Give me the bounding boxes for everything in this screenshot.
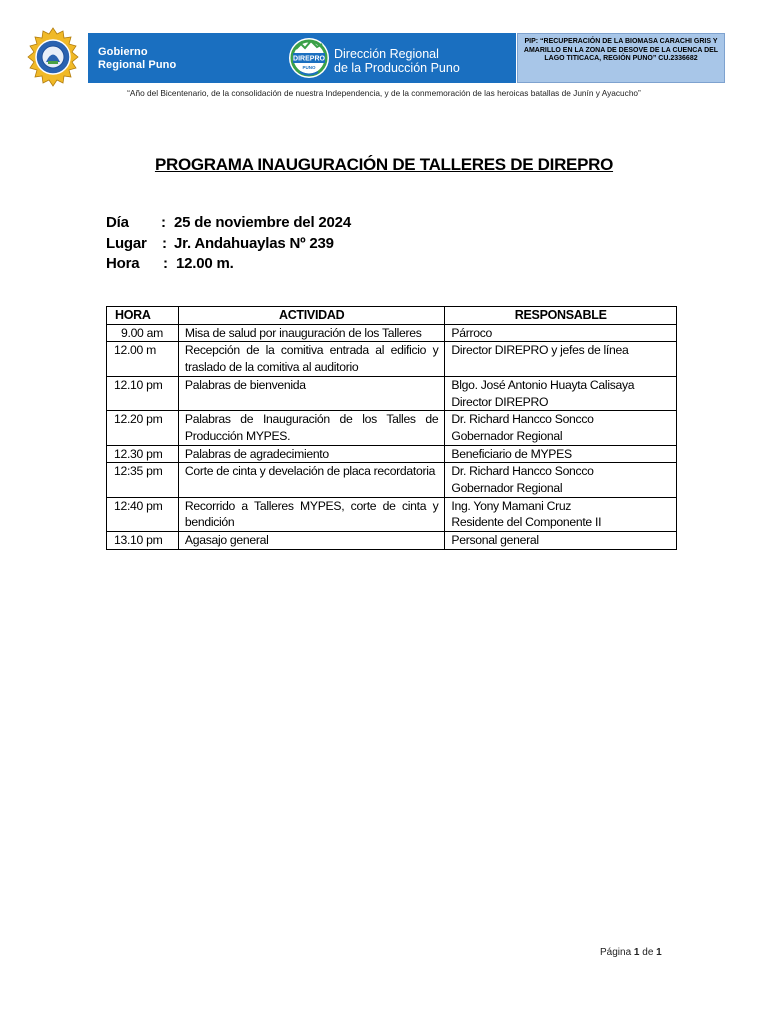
table-row: [107, 497, 677, 531]
table-row: [107, 532, 677, 550]
row-responsable: [445, 532, 677, 550]
regional-seal-icon: [26, 27, 80, 87]
responsable-line-2: Director DIREPRO: [451, 394, 549, 409]
responsable-line-1: Blgo. José Antonio Huayta Calisaya: [451, 377, 635, 392]
responsable-line-1: Director DIREPRO y jefes de línea: [451, 343, 629, 358]
document-header: [0, 0, 768, 110]
header-actividad: ACTIVIDAD: [178, 307, 444, 325]
page-number: [600, 947, 662, 958]
direccion-line-2: de la Producción Puno: [334, 61, 460, 75]
responsable-line-2: Gobernador Regional: [451, 481, 563, 496]
hora-label: Hora: [106, 255, 140, 272]
lugar-separator: :: [162, 234, 167, 252]
hora-value: 12.00 m.: [176, 255, 234, 272]
row-responsable: [445, 445, 677, 463]
responsable-line-1: Dr. Richard Hancco Soncco: [451, 412, 594, 427]
responsable-line-2: Residente del Componente II: [451, 515, 602, 530]
gobierno-line-2: Regional Puno: [98, 59, 177, 71]
responsable-line-1: Ing. Yony Mamani Cruz: [451, 498, 572, 513]
dia-label: Día: [106, 214, 129, 231]
direpro-logo-text: DIREPRO: [293, 55, 325, 63]
direpro-logo-sub: PUNO: [302, 65, 316, 70]
responsable-line-1: Dr. Richard Hancco Soncco: [451, 464, 594, 479]
row-responsable: [445, 411, 677, 445]
row-actividad: Palabras de Inauguración de los Talles de Producción MYPES.: [178, 411, 444, 445]
row-actividad: Misa de salud por inauguración de los Talleres: [178, 324, 444, 342]
row-hora: 12:35 pm: [107, 463, 179, 497]
row-actividad: Palabras de bienvenida: [178, 376, 444, 410]
direpro-logo-icon: [288, 35, 330, 81]
page-total: 1: [656, 947, 662, 958]
row-hora: 9.00 am: [107, 324, 179, 342]
row-hora: 12.00 m: [107, 342, 179, 376]
gobierno-regional-banner: [88, 33, 284, 83]
row-hora: 12:40 pm: [107, 497, 179, 531]
header-hora: HORA: [107, 307, 179, 325]
year-motto: “Año del Bicentenario, de la consolidación de nuestra Independencia, y de la conmemoración de las heroicas batallas de Junín y Ayacucho”: [127, 88, 641, 98]
responsable-line-1: Personal general: [451, 533, 539, 548]
hora-separator: :: [163, 255, 168, 272]
header-responsable: RESPONSABLE: [445, 307, 677, 325]
row-actividad: Recorrido a Talleres MYPES, corte de cinta y bendición: [178, 497, 444, 531]
table-row: [107, 342, 677, 376]
responsable-line-1: Beneficiario de MYPES: [451, 446, 572, 461]
page-of: de: [642, 947, 654, 958]
row-responsable: [445, 463, 677, 497]
table-row: [107, 445, 677, 463]
page-title: PROGRAMA INAUGURACIÓN DE TALLERES DE DIREPRO: [154, 155, 614, 174]
row-actividad: Agasajo general: [178, 532, 444, 550]
row-hora: 12.20 pm: [107, 411, 179, 445]
lugar-value: Jr. Andahuaylas Nº 239: [174, 234, 334, 252]
page-current: 1: [633, 947, 640, 958]
row-actividad: Recepción de la comitiva entrada al edificio y traslado de la comitiva al auditorio: [178, 342, 444, 376]
table-row: [107, 411, 677, 445]
row-hora: 12.10 pm: [107, 376, 179, 410]
dia-separator: :: [161, 214, 166, 231]
table-header-row: [107, 307, 677, 325]
pip-project-box: PIP: “RECUPERACIÓN DE LA BIOMASA CARACHI GRIS Y AMARILLO EN LA ZONA DE DESOVE DE LA CUENCA DEL LAGO TITICACA, REGIÓN PUNO” CU.2336682: [517, 33, 725, 83]
responsable-line-1: Párroco: [451, 325, 492, 340]
row-responsable: [445, 376, 677, 410]
lugar-label: Lugar: [106, 234, 147, 252]
direccion-line-1: Dirección Regional: [334, 47, 439, 61]
page-word: Página: [600, 947, 632, 958]
table-row: [107, 463, 677, 497]
program-table: [106, 306, 677, 550]
row-actividad: Corte de cinta y develación de placa recordatoria: [178, 463, 444, 497]
direccion-regional-banner: [284, 33, 516, 83]
gobierno-line-1: Gobierno: [98, 46, 148, 58]
dia-value: 25 de noviembre del 2024: [174, 214, 351, 231]
row-responsable: [445, 324, 677, 342]
responsable-line-2: Gobernador Regional: [451, 428, 563, 443]
row-hora: 12.30 pm: [107, 445, 179, 463]
row-hora: 13.10 pm: [107, 532, 179, 550]
table-row: [107, 376, 677, 410]
table-row: [107, 324, 677, 342]
row-responsable: [445, 342, 677, 376]
row-responsable: [445, 497, 677, 531]
row-actividad: Palabras de agradecimiento: [178, 445, 444, 463]
